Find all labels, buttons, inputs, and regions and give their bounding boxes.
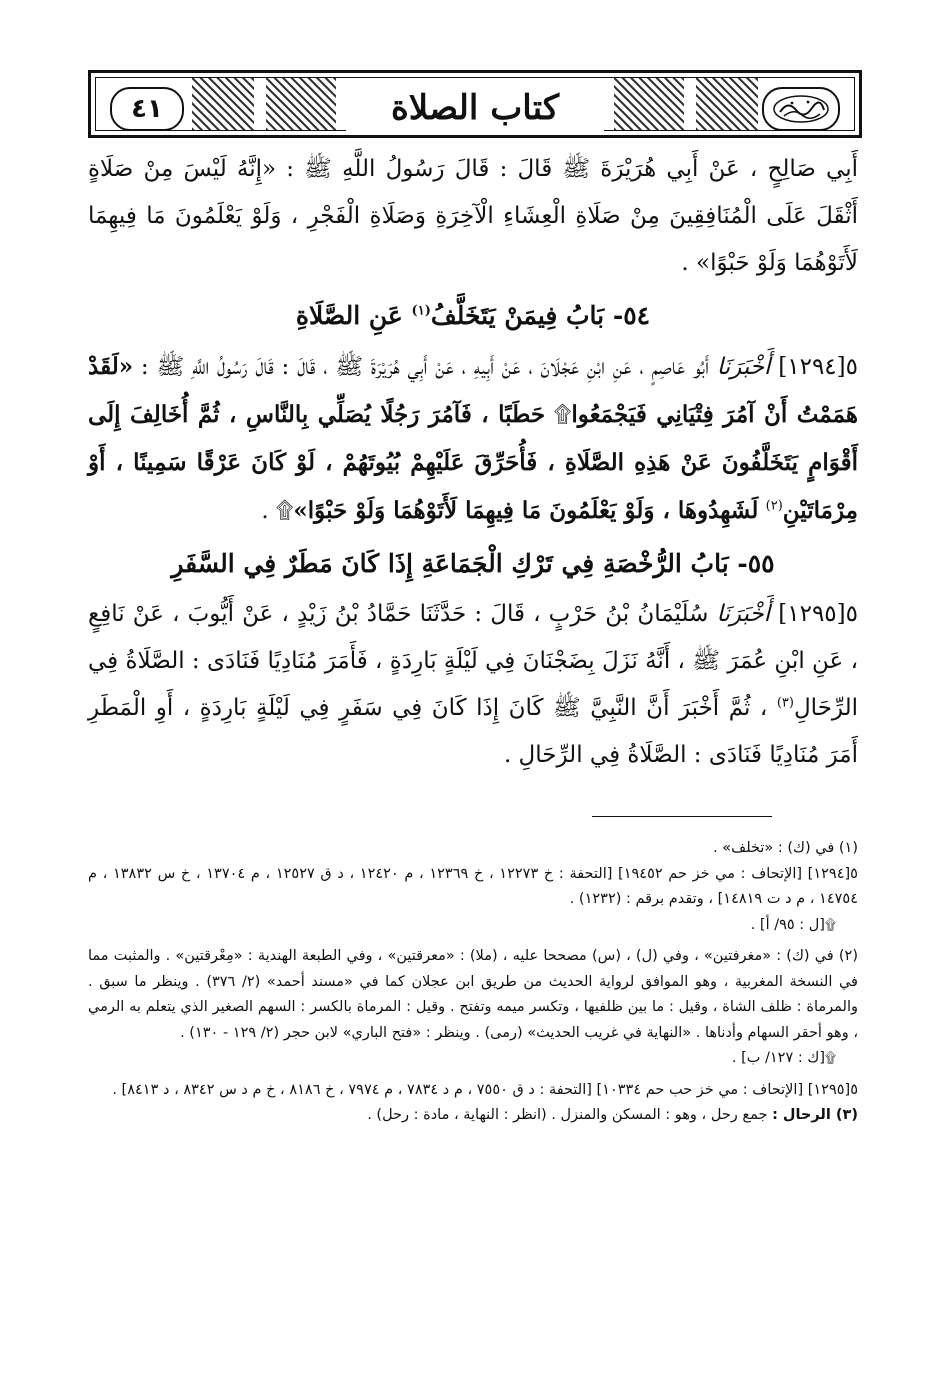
footnote-3-text: جمع رحل ، وهو : المسكن والمنزل . (انظر : النهاية ، مادة : رحل) .: [367, 1107, 768, 1123]
hadith-text-1: سُلَيْمَانُ بْنُ حَرْبٍ ، قَالَ : حَدَّثَنَا حَمَّادُ بْنُ زَيْدٍ ، عَنْ أَيُّوبَ ، عَنْ نَافِعٍ ، عَنِ ابْنِ عُمَرَ ﷺ ، أَنَّهُ نَزَلَ بِضَجْنَانَ فِي لَيْلَةٍ بَارِدَةٍ ، فَأَمَرَ مُنَادِيًا فَنَادَى : الصَّلَاةُ فِي الرِّحَالِ: [88, 601, 858, 721]
page-number: ٤١: [131, 94, 163, 124]
footnote-ref-2: (٢): [765, 498, 783, 514]
chapter-54-heading: [88, 293, 858, 339]
folio-note-1: ۩[ل : ٩٥/ أ] .: [750, 916, 836, 933]
hadith-1294: [88, 343, 858, 535]
footnote-3-label: (٣) الرحال :: [772, 1107, 858, 1123]
chapter-54-title-end: عَنِ الصَّلَاةِ: [295, 301, 403, 330]
footnote-ref-3: (٣): [776, 695, 794, 711]
hadith-marker: ٥: [845, 601, 858, 627]
footnote-1: (١) في (ك) : «تخلف» .: [713, 840, 858, 856]
continuation-paragraph: أَبِي صَالِحٍ ، عَنْ أَبِي هُرَيْرَةَ ﷺ قَالَ : قَالَ رَسُولُ اللَّهِ ﷺ : «إِنَّهُ لَيْسَ مِنْ صَلَاةٍ أَثْقَلَ عَلَى الْمُنَافِقِينَ مِنْ صَلَاةِ الْعِشَاءِ الْآخِرَةِ وَصَلَاةِ الْفَجْرِ ، وَلَوْ يَعْلَمُونَ مَا فِيهِمَا لَأَتَوْهُمَا وَلَوْ حَبْوًا» .: [88, 156, 858, 276]
logo-seal-icon: [772, 94, 830, 124]
hadith-1295: [88, 591, 858, 779]
hadith-end: .: [261, 498, 269, 524]
page-number-cartouche: [110, 87, 184, 131]
hadith-number: [١٢٩٥]: [778, 601, 846, 627]
running-title: كتاب الصلاة: [390, 88, 560, 128]
page-header-frame: [88, 70, 862, 138]
akhbarana: أَخْبَرَنَا: [716, 354, 771, 380]
ornament-band-mid-left: [266, 78, 336, 130]
running-title-cartouche: [346, 84, 604, 132]
hadith-text-2: ، ثُمَّ أَخْبَرَ أَنَّ النَّبِيَّ ﷺ كَانَ إِذَا كَانَ فِي سَفَرٍ فِي لَيْلَةٍ بَارِدَةٍ ، أَوِ الْمَطَرِ أَمَرَ مُنَادِيًا فَنَادَى : الصَّلَاةُ فِي الرِّحَالِ .: [88, 695, 858, 768]
hadith-marker: ٥: [845, 354, 858, 380]
main-text: [88, 146, 858, 779]
footnote-divider: [592, 816, 772, 817]
akhbarana: أَخْبَرَنَا: [716, 601, 771, 627]
footnotes: [88, 836, 858, 1129]
matn-part-2: حَطَبًا ، فَآمُرَ رَجُلًا يُصَلِّي بِالنَّاسِ ، ثُمَّ أُخَالِفَ إِلَى أَقْوَامٍ يَتَخَلَّفُونَ عَنْ هَذِهِ الصَّلَاةِ ، فَأُحَرِّقَ عَلَيْهِمْ بُيُوتَهُمْ ، لَوْ كَانَ عَرْقًا سَمِينًا ، أَوْ مِرْمَاتَيْنِ: [88, 401, 858, 524]
takhrij-1295: ٥[١٢٩٥] [الإتحاف : مي خز حب حم ١٠٣٣٤] [التحفة : د ق ٧٥٥٠ ، م د ٧٨٣٤ ، م ٧٩٧٤ ، خ ٨١٨٦ ، خ م د س ٨٣٤٢ ، د ٨٤١٣] .: [112, 1081, 858, 1098]
chapter-55-heading: ٥٥- بَابُ الرُّخْصَةِ فِي تَرْكِ الْجَمَاعَةِ إِذَا كَانَ مَطَرٌ فِي السَّفَرِ: [171, 549, 775, 578]
folio-note-2: ۩[ك : ١٢٧/ ب] .: [731, 1050, 836, 1066]
ornament-band-right: [696, 78, 758, 130]
footnote-3: [88, 1103, 858, 1129]
folio-mark-1: ۩: [553, 402, 572, 428]
header-inner-border: [95, 77, 855, 131]
isnad: أَبُو عَاصِمٍ ، عَنِ ابْنِ عَجْلَانَ ، عَنْ أَبِيهِ ، عَنْ أَبِي هُرَيْرَةَ ﷺ ، قَالَ : قَالَ رَسُولُ اللَّهِ ﷺ :: [140, 354, 709, 380]
ornament-band-left: [192, 78, 254, 130]
matn-part-3: لَشَهِدُوهَا ، وَلَوْ يَعْلَمُونَ مَا فِيهِمَا لَأَتَوْهُمَا وَلَوْ حَبْوًا»: [293, 497, 759, 524]
hadith-number: [١٢٩٤]: [778, 354, 846, 380]
publisher-logo: [762, 87, 840, 131]
matn-part-1: «لَقَدْ هَمَمْتُ أَنْ آمُرَ فِتْيَانِي فَيَجْمَعُوا: [88, 353, 859, 428]
footnote-ref-1: (١): [411, 303, 431, 319]
ornament-band-mid-right: [614, 78, 684, 130]
folio-mark-2: ۩: [275, 498, 294, 524]
footnote-2: (٢) في (ك) : «مغرفتين» ، وفي (ل) ، (س) مصححا عليه ، (ملا) : «معرقتين» ، وفي الطبعة الهندية : «مِعْرقتين» . والمثبت مما في النسخة المغربية ، وهو الموافق لرواية الحديث من طريق ابن عجلان كما في «مسند أحمد» (٢/ ٣٧٦) . وينظر ما سبق . والمرماة : ظلف الشاة ، وقيل : ما بين ظلفيها ، وتكسر ميمه وتفتح . وقيل : المرماة بالكسر : السهم الصغير الذي يتعلم به الرمي ، وهو أحقر السهام وأدناها . «النهاية في غريب الحديث» (رمى) . وينظر : «فتح الباري» لابن حجر (٢/ ١٢٩ - ١٣٠) .: [88, 948, 858, 1041]
takhrij-1294: ٥[١٢٩٤] [الإتحاف : مي خز حم ١٩٤٥٢] [التحفة : خ ١٢٢٧٣ ، خ ١٢٣٦٩ ، م ١٢٤٢٠ ، د ق ١٢٥٢٧ ، م ١٣٧٠٤ ، خ س ١٣٨٣٢ ، م ١٤٧٥٤ ، م د ت ١٤٨١٩] ، وتقدم برقم : (١٢٣٢) .: [88, 865, 858, 907]
chapter-54-title: ٥٤- بَابُ فِيمَنْ يَتَخَلَّفُ: [430, 301, 651, 330]
